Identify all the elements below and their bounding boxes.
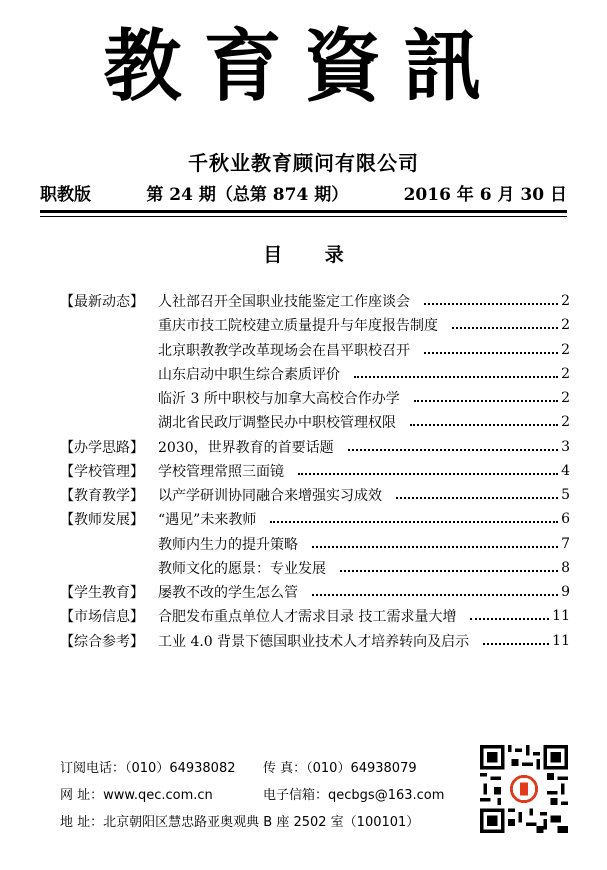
toc-item	[158, 364, 570, 384]
toc-category: 【教师发展】	[60, 512, 144, 529]
toc-item	[158, 388, 570, 408]
toc-leader-dots	[424, 352, 558, 354]
toc-page-number: 2	[561, 414, 570, 431]
toc-entry[interactable]	[60, 459, 570, 483]
address	[60, 811, 419, 830]
header-rule	[40, 210, 567, 213]
toc-item	[158, 291, 570, 311]
toc-leader-dots	[410, 424, 558, 426]
toc-entry-title[interactable]: 合肥发布重点单位人才需求目录 技工需求量大增	[158, 609, 457, 626]
header-rule-thin	[40, 216, 567, 217]
issue-number: 第 24 期（总第 874 期）	[146, 185, 349, 205]
issue-date: 2016 年 6 月 30 日	[403, 185, 567, 205]
toc-page-number: 2	[561, 390, 570, 407]
toc-page-number: 2	[561, 293, 570, 310]
toc-entry-title[interactable]: 教师内生力的提升策略	[158, 536, 298, 553]
toc-item	[158, 631, 570, 651]
address-value: 北京朝阳区慧忠路亚奥观典 B 座 2502 室（100101）	[103, 815, 420, 830]
toc-entry-title[interactable]: 临沂 3 所中职校与加拿大高校合作办学	[158, 391, 400, 408]
toc-leader-dots	[424, 303, 558, 305]
address-label: 地 址：	[60, 815, 104, 830]
toc-entry[interactable]	[60, 604, 570, 628]
fax-label: 传 真：	[263, 761, 307, 776]
toc-item	[158, 412, 570, 432]
toc-entry-title[interactable]: 学校管理常照三面镜	[158, 463, 284, 480]
toc-entry[interactable]	[60, 483, 570, 507]
web-link[interactable]: www.qec.com.cn	[103, 788, 213, 803]
toc-leader-dots	[348, 449, 558, 451]
toc-entry[interactable]	[60, 313, 570, 337]
toc-leader-dots	[312, 594, 558, 596]
subscribe-phone	[60, 757, 236, 776]
toc-entry-title[interactable]: 人社部召开全国职业技能鉴定工作座谈会	[158, 294, 410, 311]
toc-entry[interactable]	[60, 289, 570, 313]
toc-entry-title[interactable]: “遇见”未来教师	[158, 512, 257, 529]
toc-page-number: 2	[561, 365, 570, 382]
toc-category: 【学校管理】	[60, 463, 144, 480]
toc-page-number: 4	[561, 462, 570, 479]
fax-value: （010）64938079	[306, 761, 417, 776]
toc-category: 【教育教学】	[60, 488, 144, 505]
toc-item	[158, 534, 570, 554]
toc-page-number: 2	[561, 341, 570, 358]
toc-leader-dots	[470, 618, 549, 620]
toc-item	[158, 582, 570, 602]
toc-item	[158, 606, 570, 626]
toc-leader-dots	[298, 473, 558, 475]
toc-entry-title[interactable]: 工业 4.0 背景下德国职业技术人才培养转向及启示	[158, 633, 470, 650]
toc-entry[interactable]	[60, 362, 570, 386]
fax	[263, 757, 417, 776]
email-link[interactable]: qecbgs@163.com	[328, 788, 445, 803]
toc-page-number: 9	[561, 584, 570, 601]
toc-entry-title[interactable]: 湖北省民政厅调整民办中职校管理权限	[158, 415, 396, 432]
toc-category: 【办学思路】	[60, 439, 144, 456]
toc-entry-title[interactable]: 屡教不改的学生怎么管	[158, 585, 298, 602]
table-of-contents	[60, 289, 570, 653]
issue-line	[40, 180, 567, 205]
toc-item	[158, 509, 570, 529]
toc-entry-title[interactable]: 北京职教教学改革现场会在昌平职校召开	[158, 342, 410, 359]
toc-page-number: 5	[561, 487, 570, 504]
toc-entry-title[interactable]: 教师文化的愿景：专业发展	[158, 560, 326, 577]
toc-page-number: 8	[561, 559, 570, 576]
toc-entry[interactable]	[60, 532, 570, 556]
toc-category: 【市场信息】	[60, 609, 144, 626]
toc-entry[interactable]	[60, 507, 570, 531]
toc-page-number: 11	[552, 632, 570, 649]
toc-page-number: 7	[561, 535, 570, 552]
toc-entry[interactable]	[60, 556, 570, 580]
phone-label: 订阅电话：	[60, 761, 126, 776]
toc-leader-dots	[483, 643, 549, 645]
toc-item	[158, 558, 570, 578]
toc-leader-dots	[414, 400, 558, 402]
toc-category: 【学生教育】	[60, 585, 144, 602]
toc-entry-title[interactable]: 山东启动中职生综合素质评价	[158, 366, 340, 383]
qr-code-icon	[480, 745, 568, 833]
toc-page-number: 11	[552, 608, 570, 625]
toc-leader-dots	[340, 570, 558, 572]
toc-item	[158, 437, 570, 457]
company-name: 千秋业教育顾问有限公司	[188, 151, 419, 175]
masthead-title: 教育資訊	[103, 21, 504, 112]
toc-entry-title[interactable]: 2030，世界教育的首要话题	[158, 439, 334, 456]
website	[60, 784, 213, 803]
web-label: 网 址：	[60, 788, 104, 803]
toc-item	[158, 461, 570, 481]
toc-entry[interactable]	[60, 410, 570, 434]
toc-entry[interactable]	[60, 435, 570, 459]
toc-leader-dots	[354, 376, 558, 378]
toc-leader-dots	[312, 546, 558, 548]
toc-page-number: 2	[561, 317, 570, 334]
toc-title: 目 录	[263, 244, 344, 266]
email-label: 电子信箱：	[263, 788, 329, 803]
toc-item	[158, 315, 570, 335]
toc-category: 【最新动态】	[60, 294, 144, 311]
phone-value: （010）64938082	[125, 761, 236, 776]
toc-entry-title[interactable]: 重庆市技工院校建立质量提升与年度报告制度	[158, 318, 438, 335]
toc-leader-dots	[396, 497, 558, 499]
toc-category: 【综合参考】	[60, 633, 144, 650]
toc-leader-dots	[270, 521, 558, 523]
toc-entry[interactable]	[60, 629, 570, 653]
edition: 职教版	[40, 185, 91, 205]
toc-entry[interactable]	[60, 580, 570, 604]
toc-page-number: 6	[561, 511, 570, 528]
toc-entry[interactable]	[60, 338, 570, 362]
toc-entry-title[interactable]: 以产学研训协同融合来增强实习成效	[158, 488, 382, 505]
toc-item	[158, 340, 570, 360]
toc-entry[interactable]	[60, 386, 570, 410]
toc-item	[158, 485, 570, 505]
email	[263, 784, 444, 803]
toc-page-number: 3	[561, 438, 570, 455]
toc-leader-dots	[452, 327, 558, 329]
